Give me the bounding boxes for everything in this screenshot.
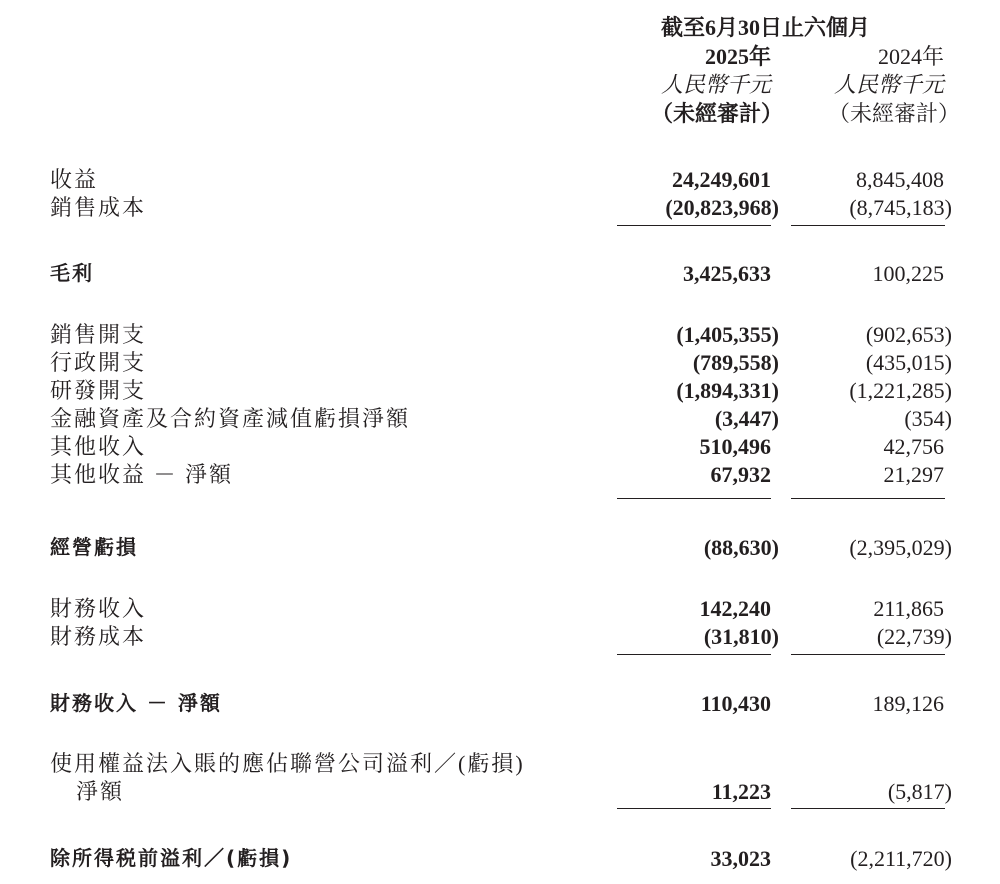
column-year-2025: 2025年 [704, 44, 771, 69]
value-2025: (20,823,968) [665, 195, 779, 220]
row-label: 金融資產及合約資產減值虧損淨額 [50, 406, 411, 431]
value-2024: (902,653) [865, 322, 952, 347]
row-admin-expenses [0, 349, 1000, 376]
row-other-gains-net [0, 461, 1000, 488]
subtotal-rule-2024 [791, 808, 945, 809]
row-label: 銷售開支 [50, 322, 147, 347]
row-finance-income-net [0, 690, 1000, 717]
value-2024: (354) [904, 406, 952, 431]
value-2024: 189,126 [872, 691, 944, 716]
row-impairment-losses [0, 405, 1000, 432]
row-label: 經營虧損 [50, 535, 138, 559]
row-label: 收益 [50, 167, 99, 192]
subtotal-rule-2024 [791, 654, 945, 655]
value-2024: 100,225 [872, 261, 944, 286]
value-2025: (31,810) [703, 624, 779, 649]
subtotal-rule-2025 [617, 654, 771, 655]
value-2025: 110,430 [700, 691, 771, 716]
value-2025: (3,447) [714, 406, 779, 431]
row-gross-profit [0, 260, 1000, 287]
column-audit-2024: （未經審計） [827, 101, 960, 126]
column-currency-2024: 人民幣千元 [833, 72, 944, 97]
value-2024: (2,211,720) [850, 846, 952, 871]
value-2025: 33,023 [710, 846, 771, 871]
subtotal-rule-2025 [617, 808, 771, 809]
subtotal-rule-2025 [617, 498, 771, 499]
row-label: 財務收入 － 淨額 [50, 691, 222, 715]
row-label: 使用權益法入賬的應佔聯營公司溢利／(虧損) [50, 751, 525, 776]
value-2025: (789,558) [692, 350, 779, 375]
value-2024: (2,395,029) [849, 535, 952, 560]
value-2024: (22,739) [876, 624, 952, 649]
row-label: 財務收入 [50, 596, 147, 621]
column-audit-2025: （未經審計） [650, 101, 783, 126]
value-2024: (435,015) [865, 350, 952, 375]
row-finance-costs [0, 623, 1000, 650]
value-2025: 67,932 [710, 462, 771, 487]
value-2025: 142,240 [699, 596, 771, 621]
row-label: 研發開支 [50, 378, 147, 403]
value-2025: (88,630) [703, 535, 779, 560]
row-revenue [0, 166, 1000, 193]
value-2024: 211,865 [873, 596, 944, 621]
row-label: 財務成本 [50, 624, 147, 649]
row-share-of-associates [0, 750, 1000, 777]
row-rnd-expenses [0, 377, 1000, 404]
row-profit-before-tax [0, 845, 1000, 872]
subtotal-rule-2024 [791, 225, 945, 226]
row-label: 毛利 [50, 261, 94, 285]
value-2025: (1,894,331) [676, 378, 779, 403]
row-label-continuation: 淨額 [76, 779, 125, 804]
row-other-income [0, 433, 1000, 460]
subtotal-rule-2024 [791, 498, 945, 499]
row-label: 其他收入 [50, 434, 147, 459]
row-operating-loss [0, 534, 1000, 561]
row-label: 其他收益 － 淨額 [50, 462, 234, 487]
value-2024: 8,845,408 [856, 167, 944, 192]
value-2024: 21,297 [883, 462, 944, 487]
period-header: 截至6月30日止六個月 [661, 15, 871, 40]
value-2025: 3,425,633 [683, 261, 771, 286]
value-2024: 42,756 [883, 434, 944, 459]
value-2025: (1,405,355) [676, 322, 779, 347]
row-label: 行政開支 [50, 350, 147, 375]
value-2024: (1,221,285) [849, 378, 952, 403]
value-2025: 24,249,601 [672, 167, 771, 192]
row-share-of-associates-cont [0, 778, 1000, 805]
subtotal-rule-2025 [617, 225, 771, 226]
value-2025: 11,223 [711, 779, 771, 804]
row-cost-of-sales [0, 194, 1000, 221]
row-finance-income [0, 595, 1000, 622]
value-2025: 510,496 [699, 434, 771, 459]
row-selling-expenses [0, 321, 1000, 348]
row-label: 銷售成本 [50, 195, 147, 220]
value-2024: (5,817) [887, 779, 952, 804]
row-label: 除所得税前溢利／(虧損) [50, 846, 293, 870]
value-2024: (8,745,183) [849, 195, 952, 220]
column-currency-2025: 人民幣千元 [660, 72, 771, 97]
column-year-2024: 2024年 [877, 44, 944, 69]
